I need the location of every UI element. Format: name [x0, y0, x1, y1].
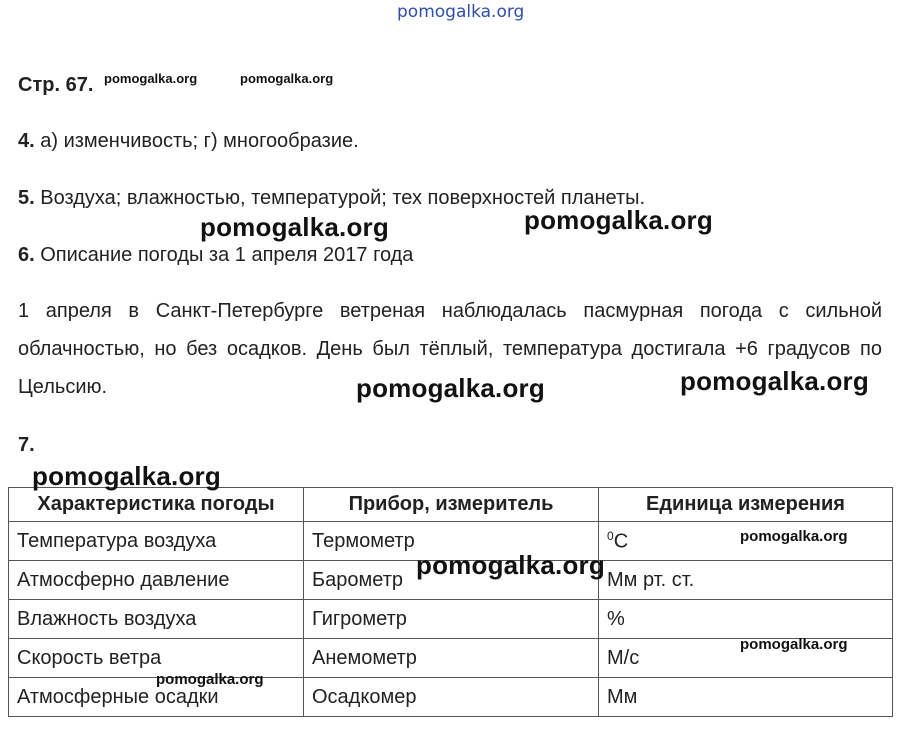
- table-cell: М/с: [599, 639, 893, 678]
- watermark: pomogalka.org: [240, 71, 334, 86]
- table-row: [9, 678, 893, 717]
- table-cell: Влажность воздуха: [9, 600, 304, 639]
- answer-6: 6. Описание погоды за 1 апреля 2017 года: [18, 244, 414, 266]
- degree-superscript: 0: [607, 528, 614, 543]
- watermark: pomogalka.org: [156, 671, 264, 688]
- watermark: pomogalka.org: [356, 373, 545, 403]
- answer-7: 7.: [18, 434, 35, 456]
- weather-table: [8, 487, 893, 717]
- table-cell: Температура воздуха: [9, 522, 304, 561]
- table-header-row: [9, 488, 893, 522]
- table-row: [9, 600, 893, 639]
- table-cell: %: [599, 600, 893, 639]
- watermark: pomogalka.org: [740, 636, 848, 653]
- table-cell: Атмосферные осадки: [9, 678, 304, 717]
- watermark: pomogalka.org: [32, 461, 221, 491]
- watermark: pomogalka.org: [416, 550, 605, 580]
- answer-4: 4. а) изменчивость; г) многообразие.: [18, 130, 359, 152]
- table-cell: Термометр: [304, 522, 599, 561]
- table-cell: Мм рт. ст.: [599, 561, 893, 600]
- table-header-cell: Единица измерения: [599, 488, 893, 522]
- table-cell: Атмосферно давление: [9, 561, 304, 600]
- table-cell: Барометр: [304, 561, 599, 600]
- table-cell: Мм: [599, 678, 893, 717]
- table-cell: Скорость ветра: [9, 639, 304, 678]
- watermark: pomogalka.org: [200, 212, 389, 242]
- watermark: pomogalka.org: [524, 205, 713, 235]
- table-header-cell: Прибор, измеритель: [304, 488, 599, 522]
- watermark: pomogalka.org: [740, 528, 848, 545]
- watermark: pomogalka.org: [104, 71, 198, 86]
- watermark-top: pomogalka.org: [397, 2, 525, 22]
- table-header-cell: Характеристика погоды: [9, 488, 304, 522]
- watermark: pomogalka.org: [680, 366, 869, 396]
- weather-description: 1 апреля в Санкт-Петербурге ветреная наблюдалась пасмурная погода с сильной облачностью, но без осадков. День был тёплый, температура достигала +6 градусов по Цельсию.: [18, 300, 882, 398]
- answer-5: 5. Воздуха; влажностью, температурой; тех поверхностей планеты.: [18, 187, 646, 209]
- table-cell: Осадкомер: [304, 678, 599, 717]
- unit-text: С: [613, 530, 629, 553]
- page-reference: Стр. 67.: [18, 74, 94, 96]
- table-cell: Анемометр: [304, 639, 599, 678]
- table-cell: Гигрометр: [304, 600, 599, 639]
